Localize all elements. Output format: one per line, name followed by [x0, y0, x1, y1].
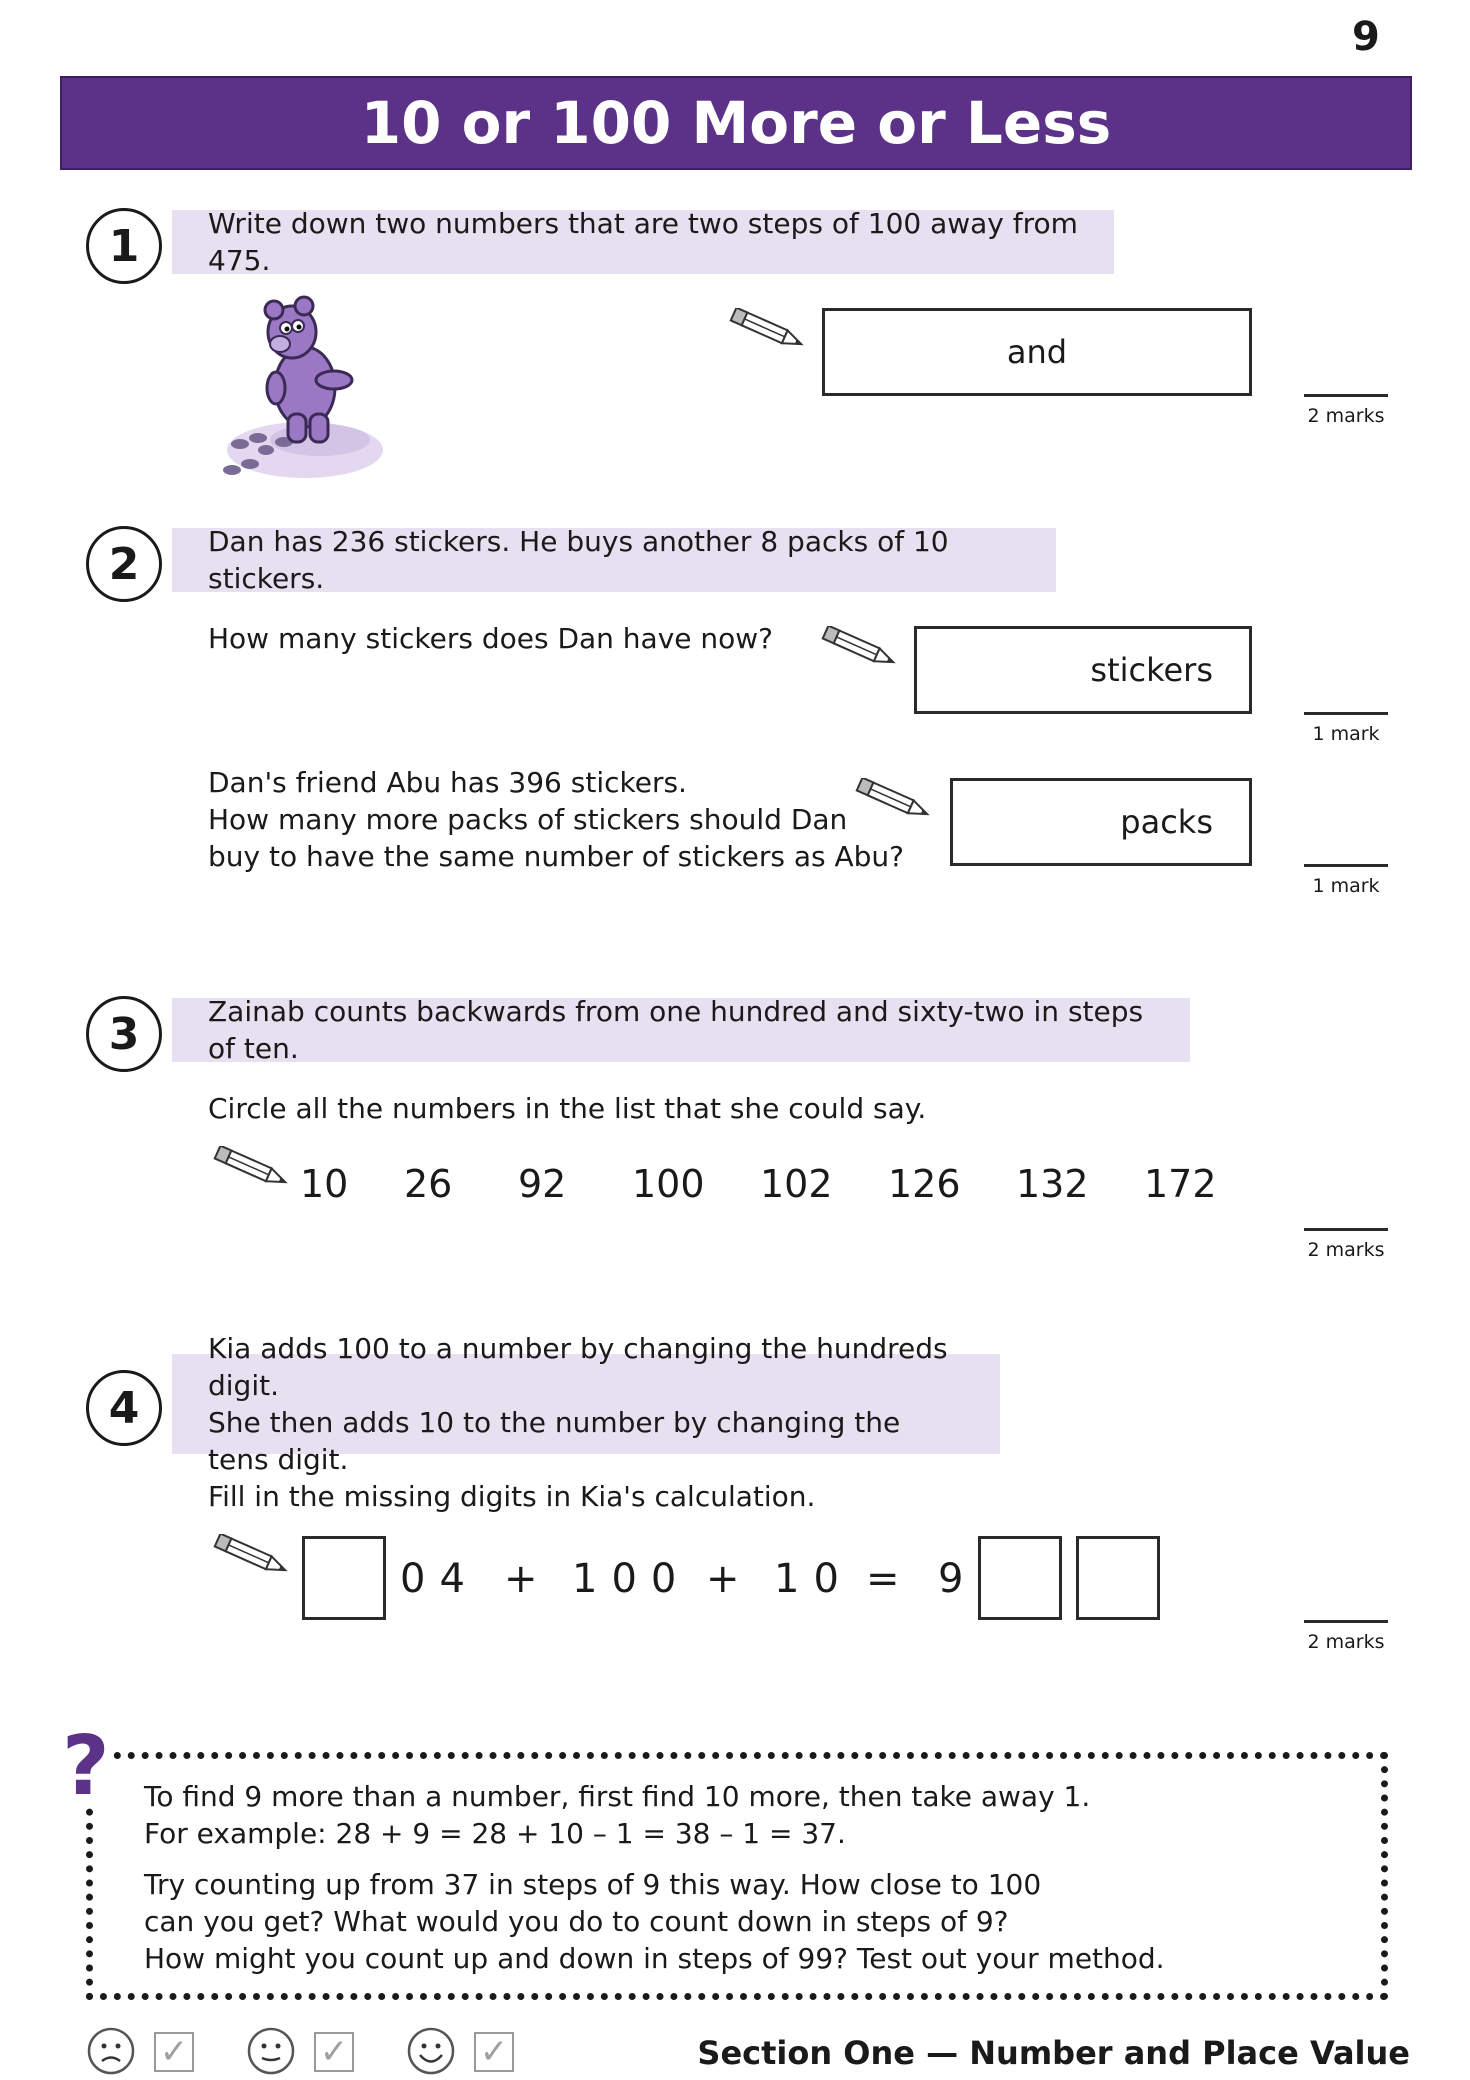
question-3-marks [1304, 1228, 1388, 1261]
question-2-part-b-line-1: Dan's friend Abu has 396 stickers. [208, 766, 687, 799]
number-option[interactable]: 100 [632, 1162, 705, 1206]
calc-plus: + [706, 1556, 754, 1602]
marks-line [1304, 394, 1388, 397]
pencil-icon [818, 626, 900, 670]
neutral-face-icon[interactable] [246, 2026, 296, 2076]
bear-illustration [210, 292, 390, 492]
marks-line [1304, 1228, 1388, 1231]
pencil-icon [210, 1146, 292, 1190]
marks-label: 2 marks [1307, 1239, 1385, 1261]
question-4-number: 4 [86, 1370, 162, 1446]
calc-part-10: 10 [774, 1556, 853, 1602]
page-number: 9 [1352, 14, 1380, 60]
number-option[interactable]: 126 [888, 1162, 961, 1206]
tip-paragraph-2 [144, 1866, 1165, 1977]
pencil-icon [726, 308, 808, 352]
question-2-number: 2 [86, 526, 162, 602]
question-2-part-a-marks [1304, 712, 1388, 745]
tick-box-icon[interactable]: ✓ [154, 2032, 194, 2072]
tip-line: How might you count up and down in steps of 99? Test out your method. [144, 1942, 1165, 1975]
question-2-part-b [208, 764, 904, 875]
digit-box-hundreds[interactable] [302, 1536, 386, 1620]
marks-line [1304, 712, 1388, 715]
pencil-icon [210, 1534, 292, 1578]
question-4-prompt-band [172, 1332, 1000, 1476]
unit-stickers: stickers [1090, 651, 1213, 689]
question-4-instruction: Fill in the missing digits in Kia's calculation. [208, 1480, 816, 1513]
calc-part-04: 04 [400, 1556, 479, 1602]
tip-line: can you get? What would you do to count down in steps of 9? [144, 1905, 1009, 1938]
tip-line: For example: 28 + 9 = 28 + 10 – 1 = 38 – 1 = 37. [144, 1817, 846, 1850]
marks-label: 1 mark [1312, 723, 1380, 745]
number-option[interactable]: 92 [518, 1162, 567, 1206]
question-2-part-a-answer-box[interactable] [914, 626, 1252, 714]
question-4-prompt-line-1: Kia adds 100 to a number by changing the hundreds digit. [208, 1332, 948, 1402]
calc-plus: + [504, 1556, 552, 1602]
question-mark-icon: ? [62, 1719, 110, 1814]
question-1-prompt-band [172, 207, 1114, 277]
number-option[interactable]: 10 [300, 1162, 349, 1206]
question-2-part-b-marks [1304, 864, 1388, 897]
marks-label: 2 marks [1307, 405, 1385, 427]
answer-joiner-and: and [1006, 333, 1068, 371]
tip-line: To find 9 more than a number, first find 10 more, then take away 1. [144, 1780, 1091, 1813]
marks-line [1304, 864, 1388, 867]
happy-face-icon[interactable] [406, 2026, 456, 2076]
digit-box-result-units[interactable] [1076, 1536, 1160, 1620]
question-3-number: 3 [86, 996, 162, 1072]
marks-label: 2 marks [1307, 1631, 1385, 1653]
number-option[interactable]: 26 [404, 1162, 453, 1206]
calc-part-100: 100 [572, 1556, 691, 1602]
question-2-part-a: How many stickers does Dan have now? [208, 622, 774, 655]
question-2-prompt: Dan has 236 stickers. He buys another 8 packs of 10 stickers. [208, 525, 949, 595]
number-option[interactable]: 172 [1144, 1162, 1217, 1206]
question-1-marks [1304, 394, 1388, 427]
question-4-marks [1304, 1620, 1388, 1653]
footer-section-title: Section One — Number and Place Value [697, 2034, 1410, 2072]
question-3-prompt-band [172, 995, 1190, 1065]
title-bar [60, 76, 1412, 170]
question-1-prompt: Write down two numbers that are two steps of 100 away from 475. [208, 207, 1078, 277]
question-4-prompt-line-2: She then adds 10 to the number by changing the tens digit. [208, 1406, 901, 1476]
sad-face-icon[interactable] [86, 2026, 136, 2076]
tip-paragraph-1 [144, 1778, 1090, 1852]
calc-equals: = [866, 1556, 914, 1602]
tick-box-icon[interactable]: ✓ [474, 2032, 514, 2072]
calc-result-prefix: 9 [938, 1556, 978, 1602]
marks-line [1304, 1620, 1388, 1623]
marks-label: 1 mark [1312, 875, 1380, 897]
question-1-number: 1 [86, 208, 162, 284]
unit-packs: packs [1120, 803, 1213, 841]
number-option[interactable]: 132 [1016, 1162, 1089, 1206]
question-3-prompt: Zainab counts backwards from one hundred and sixty-two in steps of ten. [208, 995, 1144, 1065]
page-title: 10 or 100 More or Less [360, 89, 1112, 157]
question-2-part-b-answer-box[interactable] [950, 778, 1252, 866]
question-2-part-b-line-2: How many more packs of stickers should Dan [208, 803, 848, 836]
question-1-answer-box[interactable] [822, 308, 1252, 396]
digit-box-result-tens[interactable] [978, 1536, 1062, 1620]
tip-line: Try counting up from 37 in steps of 9 this way. How close to 100 [144, 1868, 1042, 1901]
question-3-instruction: Circle all the numbers in the list that she could say. [208, 1092, 927, 1125]
question-2-prompt-band [172, 525, 1056, 595]
pencil-icon [852, 778, 934, 822]
question-2-part-b-line-3: buy to have the same number of stickers as Abu? [208, 840, 905, 873]
tick-box-icon[interactable]: ✓ [314, 2032, 354, 2072]
number-option[interactable]: 102 [760, 1162, 833, 1206]
